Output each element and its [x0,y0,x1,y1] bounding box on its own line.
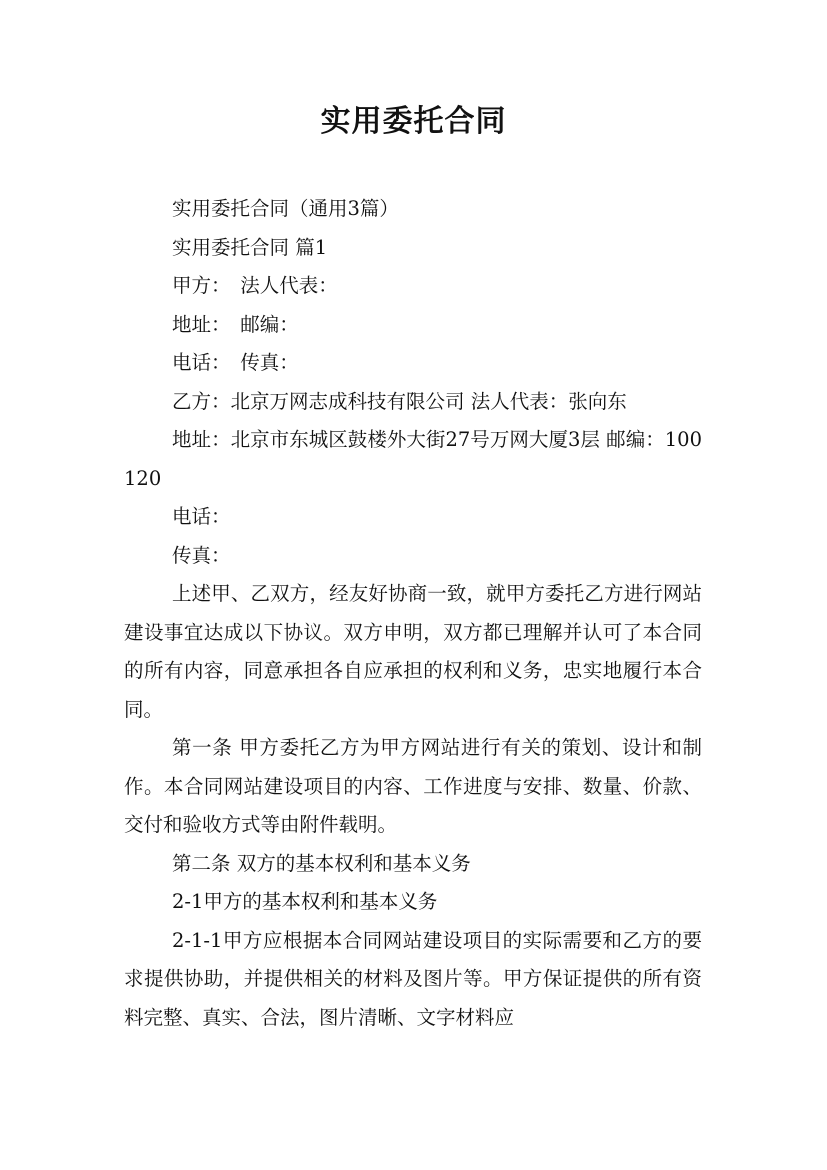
paragraph-party-a-phone: 电话： 传真： [172,351,299,374]
paragraph-section-heading: 实用委托合同 篇1 [172,235,328,259]
paragraph-party-b-address: 地址：北京市东城区鼓楼外大街27号万网大厦3层 邮编：100120 [124,428,702,490]
paragraph-preamble: 上述甲、乙双方，经友好协商一致，就甲方委托乙方进行网站建设事宜达成以下协议。双方申明，双方都已理解并认可了本合同的所有内容，同意承担各自应承担的权利和义务，忠实地履行本合同。 [124,582,702,721]
paragraph-party-b: 乙方：北京万网志成科技有限公司 法人代表：张向东 [172,389,627,413]
paragraph-party-a-address: 地址： 邮编： [172,312,299,336]
document-body [124,190,702,1037]
paragraph-article-1: 第一条 甲方委托乙方为甲方网站进行有关的策划、设计和制作。本合同网站建设项目的内容、工作进度与安排、数量、价款、交付和验收方式等由附件载明。 [124,736,702,836]
paragraph-clause-2-1-1: 2-1-1甲方应根据本合同网站建设项目的实际需要和乙方的要求提供协助，并提供相关的材料及图片等。甲方保证提供的所有资料完整、真实、合法，图片清晰、文字材料应 [124,928,702,1029]
document-title: 实用委托合同 [320,104,507,139]
paragraph-party-a: 甲方： 法人代表： [172,274,338,297]
paragraph-party-b-phone: 电话： [172,505,231,528]
paragraph-subtitle: 实用委托合同（通用3篇） [172,197,399,220]
paragraph-article-2: 第二条 双方的基本权利和基本义务 [172,851,471,875]
paragraph-clause-2-1: 2-1甲方的基本权利和基本义务 [172,890,438,913]
paragraph-party-b-fax: 传真： [172,543,231,567]
